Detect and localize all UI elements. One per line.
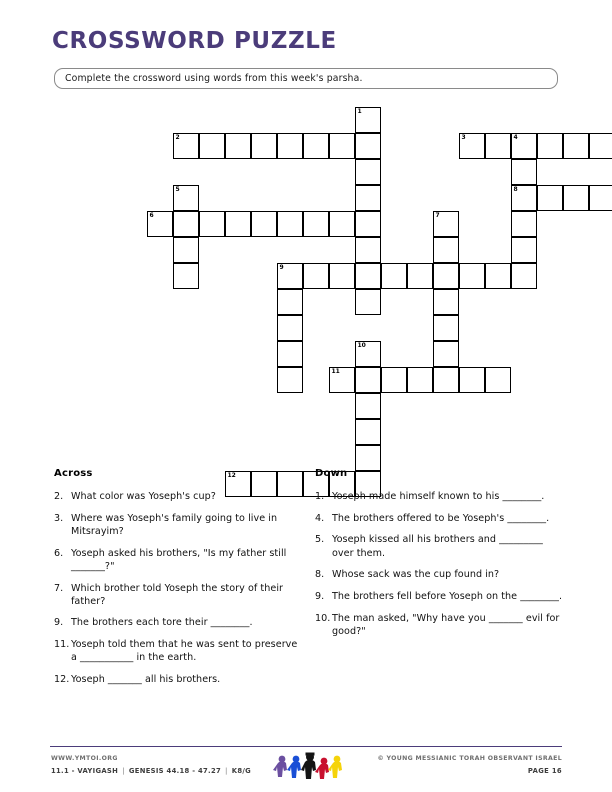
crossword-cell[interactable] <box>277 133 303 159</box>
crossword-cell[interactable] <box>537 133 563 159</box>
across-clue-number: 11. <box>54 639 70 651</box>
crossword-cell[interactable] <box>355 393 381 419</box>
crossword-cell[interactable] <box>433 367 459 393</box>
crossword-cell-number: 5 <box>175 186 180 193</box>
across-clue-item <box>54 638 304 664</box>
crossword-cell[interactable] <box>485 133 511 159</box>
crossword-cell[interactable] <box>225 133 251 159</box>
crossword-cell[interactable] <box>303 211 329 237</box>
across-clue-text: Which brother told Yoseph the story of their father? <box>71 582 284 607</box>
crossword-cell[interactable] <box>459 133 485 159</box>
crossword-cell[interactable] <box>511 159 537 185</box>
across-clue-item <box>54 547 304 573</box>
across-clue-item <box>54 512 304 538</box>
footer-copyright: © YOUNG MESSIANIC TORAH OBSERVANT ISRAEL <box>377 755 562 762</box>
crossword-cell[interactable] <box>251 133 277 159</box>
crossword-cell[interactable] <box>355 289 381 315</box>
crossword-cell[interactable] <box>329 263 355 289</box>
logo-figure-red <box>315 758 329 779</box>
across-clue-text: What color was Yoseph's cup? <box>71 491 216 502</box>
crossword-cell[interactable] <box>433 263 459 289</box>
crossword-cell[interactable] <box>173 263 199 289</box>
down-clue-number: 10. <box>315 612 331 624</box>
crossword-cell[interactable] <box>511 263 537 289</box>
crossword-cell[interactable] <box>303 263 329 289</box>
crossword-cell[interactable] <box>407 367 433 393</box>
down-clue-item <box>315 568 565 581</box>
logo-figure-purple <box>273 756 287 777</box>
crossword-cell-number: 8 <box>513 186 518 193</box>
down-clue-text: Yoseph kissed all his brothers and _________ over them. <box>332 534 543 559</box>
crossword-cell[interactable] <box>459 263 485 289</box>
crossword-cell[interactable] <box>251 211 277 237</box>
across-clues-column <box>54 468 304 695</box>
down-clue-number: 1. <box>315 491 325 502</box>
footer-divider <box>50 746 562 747</box>
footer-code: K8/G <box>231 767 252 775</box>
down-clue-text: Yoseph made himself known to his ________. <box>332 491 545 502</box>
across-clue-list <box>54 490 304 686</box>
crossword-cell[interactable] <box>277 341 303 367</box>
crossword-cell[interactable] <box>173 211 199 237</box>
logo-figure-black <box>301 753 316 780</box>
crossword-cell[interactable] <box>407 263 433 289</box>
across-clue-text: Where was Yoseph's family going to live in Mitsrayim? <box>71 512 278 537</box>
crossword-cell[interactable] <box>277 263 303 289</box>
crossword-cell-number: 1 <box>357 108 362 115</box>
crossword-cell[interactable] <box>173 185 199 211</box>
across-clue-item <box>54 616 304 629</box>
crossword-cell[interactable] <box>355 341 381 367</box>
footer-right-block <box>377 753 562 777</box>
down-clue-list <box>315 490 565 638</box>
crossword-cell[interactable] <box>329 211 355 237</box>
crossword-cell[interactable] <box>303 133 329 159</box>
logo-figure-blue <box>287 756 301 778</box>
down-clue-number: 9. <box>315 591 325 603</box>
crossword-cell[interactable] <box>277 211 303 237</box>
down-clue-item <box>315 490 565 503</box>
crossword-cell[interactable] <box>355 367 381 393</box>
footer-lesson-ref: 11.1 - VAYIGASH <box>51 767 119 775</box>
down-clue-number: 5. <box>315 534 325 546</box>
across-clue-text: Yoseph asked his brothers, "Is my father still _______?" <box>71 547 287 572</box>
across-clue-number: 6. <box>54 547 64 559</box>
organization-logo-icon <box>268 751 348 789</box>
logo-figure-yellow <box>328 756 342 778</box>
crossword-cell[interactable] <box>511 237 537 263</box>
crossword-cell[interactable] <box>199 211 225 237</box>
down-clue-item <box>315 590 565 603</box>
crossword-cell[interactable] <box>433 237 459 263</box>
crossword-cell[interactable] <box>433 211 459 237</box>
crossword-cell[interactable] <box>355 185 381 211</box>
across-clue-text: Yoseph _______ all his brothers. <box>71 674 221 686</box>
crossword-cell[interactable] <box>355 133 381 159</box>
footer-website[interactable]: WWW.YMTOI.ORG <box>51 755 118 762</box>
crossword-cell-number: 4 <box>513 134 518 141</box>
crossword-cell[interactable] <box>459 367 485 393</box>
crossword-cell[interactable] <box>329 133 355 159</box>
crossword-cell-number: 11 <box>331 368 340 375</box>
crossword-cell-number: 6 <box>149 212 154 219</box>
footer-page-number: PAGE 16 <box>527 767 562 775</box>
crossword-cell[interactable] <box>485 263 511 289</box>
crossword-cell-number: 3 <box>461 134 466 141</box>
crossword-cell[interactable] <box>381 367 407 393</box>
footer-reference-line <box>51 765 251 777</box>
across-clue-item <box>54 582 304 608</box>
across-clue-number: 9. <box>54 617 64 629</box>
footer-left-block <box>51 753 251 777</box>
crossword-cell[interactable] <box>511 133 537 159</box>
crossword-cell[interactable] <box>225 211 251 237</box>
crossword-cell[interactable] <box>277 367 303 393</box>
crossword-cell[interactable] <box>173 237 199 263</box>
crossword-cell[interactable] <box>485 367 511 393</box>
crossword-cell[interactable] <box>277 289 303 315</box>
down-clue-text: The brothers fell before Yoseph on the ________. <box>332 591 563 603</box>
crossword-cell-number: 9 <box>279 264 284 271</box>
crossword-cell[interactable] <box>355 107 381 133</box>
crossword-cell[interactable] <box>355 211 381 237</box>
down-heading: Down <box>315 468 348 479</box>
crossword-cell[interactable] <box>589 133 612 159</box>
crossword-cell[interactable] <box>329 367 355 393</box>
down-clue-text: The brothers offered to be Yoseph's ________. <box>332 512 550 524</box>
crossword-cell[interactable] <box>537 185 563 211</box>
across-clue-text: The brothers each tore their ________. <box>71 617 253 629</box>
crossword-cell[interactable] <box>433 289 459 315</box>
crossword-cell[interactable] <box>563 133 589 159</box>
across-clue-number: 12. <box>54 674 70 686</box>
footer-sep-2: | <box>225 767 228 775</box>
crossword-cell[interactable] <box>563 185 589 211</box>
crossword-cell-number: 2 <box>175 134 180 141</box>
across-clue-number: 7. <box>54 582 64 594</box>
across-heading: Across <box>54 468 93 479</box>
down-clues-column <box>315 468 565 647</box>
footer-scripture-ref: GENESIS 44.18 - 47.27 <box>128 767 221 775</box>
down-clue-text: Whose sack was the cup found in? <box>332 569 500 581</box>
across-clue-text: Yoseph told them that he was sent to preserve a ___________ in the earth. <box>71 639 298 664</box>
crossword-cell[interactable] <box>355 237 381 263</box>
crossword-cell[interactable] <box>381 263 407 289</box>
crossword-cell[interactable] <box>355 159 381 185</box>
down-clue-item <box>315 612 565 638</box>
across-clue-item <box>54 673 304 686</box>
down-clue-item <box>315 512 565 525</box>
footer-sep-1: | <box>122 767 125 775</box>
crossword-cell[interactable] <box>173 133 199 159</box>
crossword-cell[interactable] <box>147 211 173 237</box>
down-clue-text: The man asked, "Why have you _______ evil for good?" <box>332 612 560 637</box>
crossword-cell-number: 10 <box>357 342 366 349</box>
down-clue-number: 4. <box>315 512 325 524</box>
crossword-cell[interactable] <box>199 133 225 159</box>
crossword-cell[interactable] <box>433 315 459 341</box>
instruction-text: Complete the crossword using words from this week's parsha. <box>65 73 363 84</box>
crossword-cell[interactable] <box>511 185 537 211</box>
crossword-cell-number: 12 <box>227 472 236 479</box>
crossword-cell[interactable] <box>589 185 612 211</box>
across-clue-item <box>54 490 304 503</box>
across-clue-number: 3. <box>54 512 64 524</box>
across-clue-number: 2. <box>54 491 64 502</box>
crossword-cell[interactable] <box>355 419 381 445</box>
down-clue-item <box>315 533 565 559</box>
crossword-cell[interactable] <box>277 315 303 341</box>
down-clue-number: 8. <box>315 569 325 581</box>
page-title: CROSSWORD PUZZLE <box>52 28 337 54</box>
crossword-cell[interactable] <box>511 211 537 237</box>
crossword-cell[interactable] <box>355 263 381 289</box>
crossword-cell-number: 7 <box>435 212 440 219</box>
crossword-cell[interactable] <box>433 341 459 367</box>
